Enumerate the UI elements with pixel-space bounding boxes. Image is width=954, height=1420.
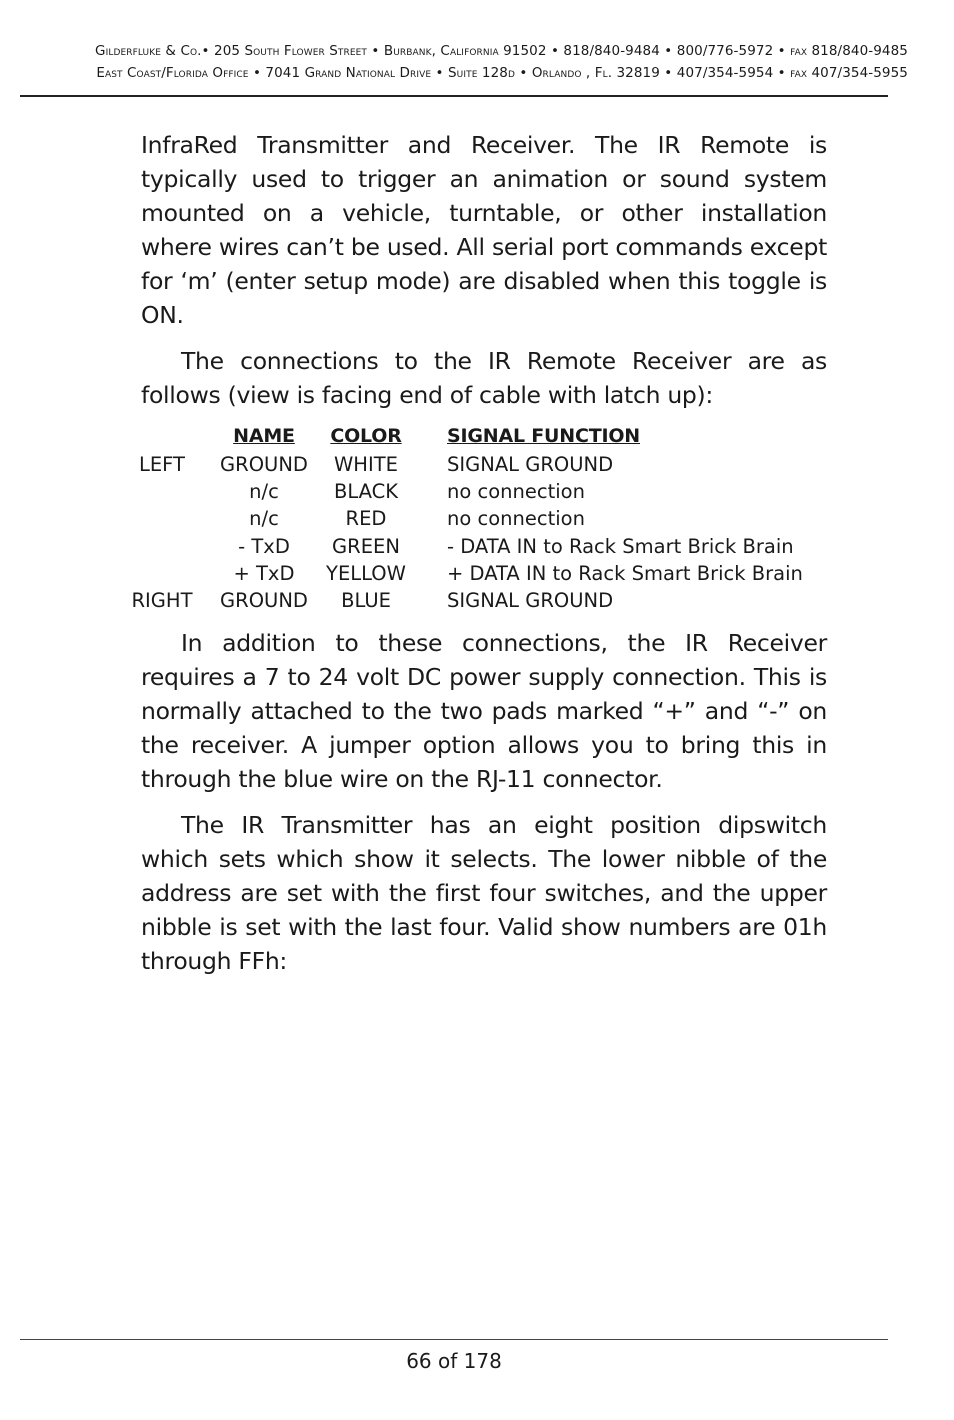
paragraph-text: The connections to the IR Remote Receiver are as follows (view is facing end of cable with latch up): bbox=[141, 347, 827, 409]
page-header bbox=[0, 40, 908, 84]
body-paragraph-1 bbox=[141, 128, 827, 332]
table-cell-side: LEFT bbox=[139, 453, 185, 476]
table-cell-function: no connection bbox=[447, 480, 585, 503]
body-paragraph-4 bbox=[141, 808, 827, 978]
paragraph-text: In addition to these connections, the IR Receiver requires a 7 to 24 volt DC power supply connection. This is normally attached to the two pads marked “+” and “-” on the receiver. A jumper option allows you to bring this in through the blue wire on the RJ-11 connector. bbox=[141, 629, 827, 793]
table-cell-function: no connection bbox=[447, 507, 585, 530]
column-header-color: COLOR bbox=[330, 425, 402, 447]
footer-divider bbox=[20, 1339, 888, 1340]
table-cell-function: SIGNAL GROUND bbox=[447, 589, 614, 612]
header-divider bbox=[20, 95, 888, 97]
table-cell-color: WHITE bbox=[334, 453, 398, 476]
body-paragraph-3 bbox=[141, 626, 827, 796]
paragraph-text: The IR Transmitter has an eight position dipswitch which sets which show it selects. The lower nibble of the address are set with the first four switches, and the upper nibble is set with the last four. Valid show numbers are 01h through FFh: bbox=[141, 811, 827, 975]
table-cell-name: n/c bbox=[249, 507, 279, 530]
table-cell-name: - TxD bbox=[238, 535, 290, 558]
header-address-line-1: Gilderfluke & Co.• 205 South Flower Street • Burbank, California 91502 • 818/840-9484 • 800/776-5972 • fax 818/840-9485 bbox=[95, 43, 908, 59]
table-cell-name: GROUND bbox=[220, 589, 308, 612]
column-header-function: SIGNAL FUNCTION bbox=[447, 425, 641, 447]
column-header-name: NAME bbox=[233, 425, 295, 447]
table-cell-color: BLUE bbox=[341, 589, 391, 612]
table-cell-name: + TxD bbox=[233, 562, 295, 585]
page-number: 66 of 178 bbox=[406, 1349, 502, 1373]
table-cell-function: + DATA IN to Rack Smart Brick Brain bbox=[447, 562, 803, 585]
table-cell-side: RIGHT bbox=[131, 589, 193, 612]
table-cell-name: n/c bbox=[249, 480, 279, 503]
table-cell-function: SIGNAL GROUND bbox=[447, 453, 614, 476]
table-cell-color: BLACK bbox=[333, 480, 399, 503]
body-paragraph-2 bbox=[141, 344, 827, 412]
table-cell-color: GREEN bbox=[332, 535, 400, 558]
paragraph-text: InfraRed Transmitter and Receiver. The IR Remote is typically used to trigger an animation or sound system mounted on a vehicle, turntable, or other installation where wires can’t be used. All serial port commands except for ‘m’ (enter setup mode) are disabled when this toggle is ON. bbox=[141, 131, 827, 329]
table-cell-function: - DATA IN to Rack Smart Brick Brain bbox=[447, 535, 794, 558]
header-address-line-2: East Coast/Florida Office • 7041 Grand National Drive • Suite 128d • Orlando , Fl. 32819 • 407/354-5954 • fax 407/354-5955 bbox=[96, 65, 908, 81]
table-cell-name: GROUND bbox=[220, 453, 308, 476]
table-cell-color: YELLOW bbox=[326, 562, 406, 585]
table-cell-color: RED bbox=[345, 507, 387, 530]
